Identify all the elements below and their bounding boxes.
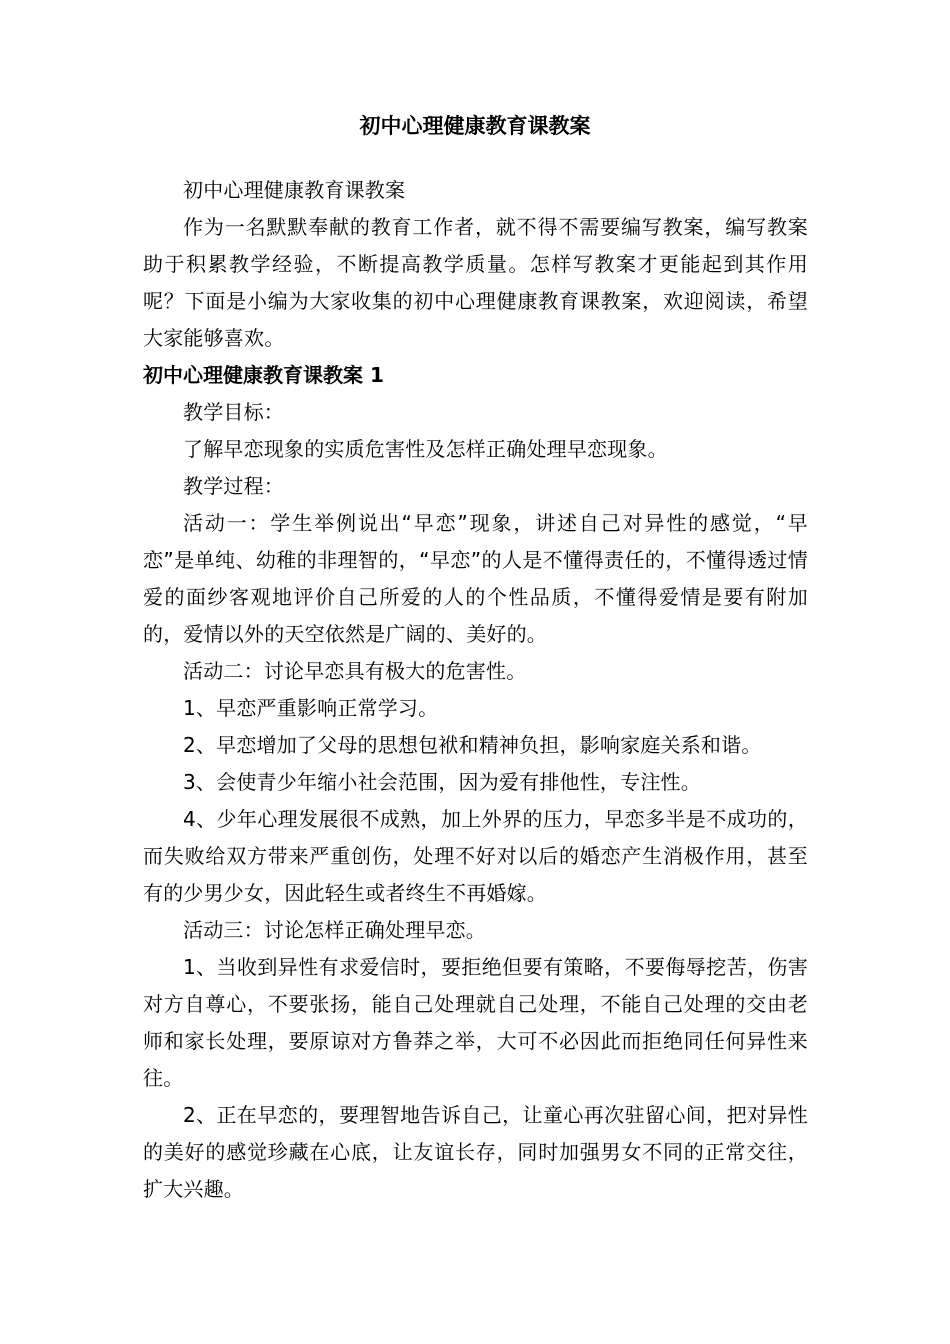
harm-item-3: 3、会使青少年缩小社会范围，因为爱有排他性，专注性。 <box>183 770 701 794</box>
section-heading: 初中心理健康教育课教案 1 <box>143 363 384 387</box>
teaching-process-label: 教学过程： <box>183 474 284 498</box>
activity-two: 活动二：讨论早恋具有极大的危害性。 <box>183 659 527 683</box>
harm-item-4: 4、少年心理发展很不成熟，加上外界的压力，早恋多半是不成功的，而失败给双方带来严重创伤，处理不好对以后的婚恋产生消极作用，甚至有的少男少女，因此轻生或者终生不再婚嫁。 <box>143 807 808 905</box>
harm-item-1: 1、早恋严重影响正常学习。 <box>183 696 439 720</box>
teaching-goal-label: 教学目标： <box>183 400 284 424</box>
document-body <box>143 172 808 1208</box>
handling-item-1: 1、当收到异性有求爱信时，要拒绝但要有策略，不要侮辱挖苦，伤害对方自尊心，不要张扬，能自己处理就自己处理，不能自己处理的交由老师和家长处理，要原谅对方鲁莽之举，大可不必因此而拒绝同任何异性来往。 <box>143 955 808 1090</box>
activity-one: 活动一：学生举例说出“早恋”现象，讲述自己对异性的感觉，“早恋”是单纯、幼稚的非理智的，“早恋”的人是不懂得责任的，不懂得透过情爱的面纱客观地评价自己所爱的人的个性品质，不懂得爱情是要有附加的，爱情以外的天空依然是广阔的、美好的。 <box>143 511 808 646</box>
teaching-goal-text: 了解早恋现象的实质危害性及怎样正确处理早恋现象。 <box>183 437 668 461</box>
document-title: 初中心理健康教育课教案 <box>359 114 591 138</box>
activity-three: 活动三：讨论怎样正确处理早恋。 <box>183 918 486 942</box>
intro-paragraph: 作为一名默默奉献的教育工作者，就不得不需要编写教案，编写教案助于积累教学经验，不断提高教学质量。怎样写教案才更能起到其作用呢？下面是小编为大家收集的初中心理健康教育课教案，欢迎阅读，希望大家能够喜欢。 <box>143 215 808 350</box>
handling-item-2: 2、正在早恋的，要理智地告诉自己，让童心再次驻留心间，把对异性的美好的感觉珍藏在心底，让友谊长存，同时加强男女不同的正常交往，扩大兴趣。 <box>143 1103 808 1201</box>
intro-subtitle: 初中心理健康教育课教案 <box>183 178 406 202</box>
harm-item-2: 2、早恋增加了父母的思想包袱和精神负担，影响家庭关系和谐。 <box>183 733 762 757</box>
